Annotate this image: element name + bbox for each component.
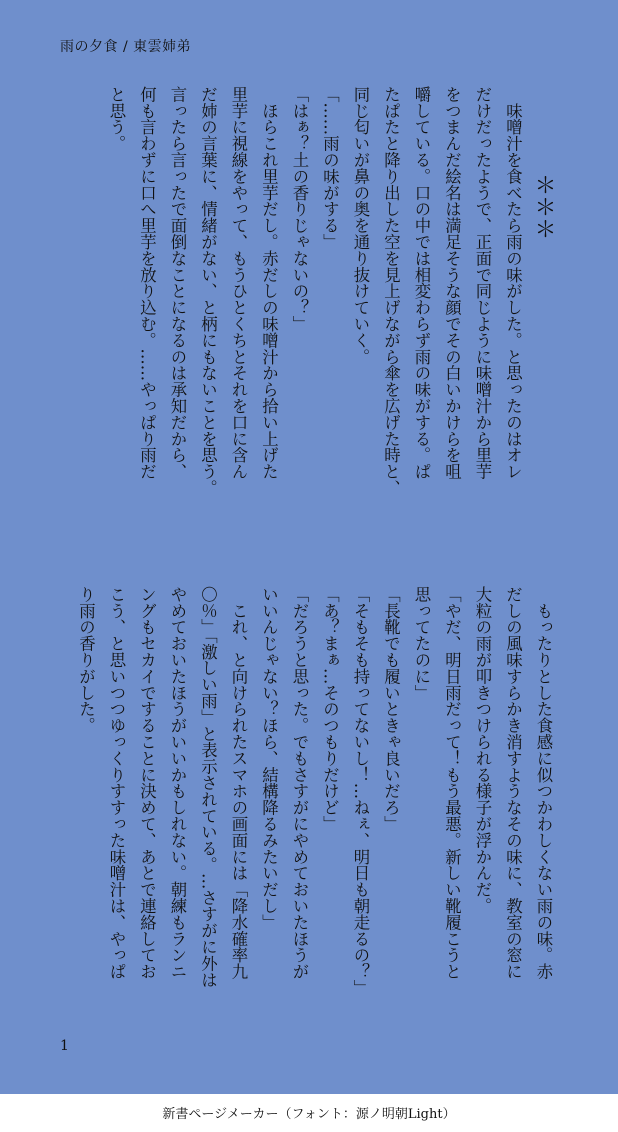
text-line: 「そもそも持ってないし！…ねぇ、明日も朝走るの？」: [351, 586, 370, 996]
text-line: ほらこれ里芋だし。赤だしの味噌汁から拾い上げた: [259, 86, 279, 480]
text-line: もったりとした食感に似つかわしくない雨の味。赤: [534, 586, 553, 980]
text-line: り雨の香りがした。: [76, 586, 96, 734]
text-line: 何も言わずに口へ里芋を放り込む。……やっぱり雨だ: [137, 86, 157, 480]
text-line: これ、と向けられたスマホの画面には「降水確率九: [229, 586, 248, 980]
page-number: 1: [60, 1038, 69, 1054]
text-line: こう、と思いつつゆっくりすすった味噌汁は、やっぱ: [107, 586, 126, 980]
text-line: いいんじゃない？ほら、結構降るみたいだし」: [259, 586, 279, 931]
lower-text-block: [70, 586, 558, 1026]
text-line: 思ってたのに」: [412, 586, 431, 701]
text-line: 「あ？まぁ…そのつもりだけど」: [320, 586, 340, 832]
text-line: 大粒の雨が叩きつけられる様子が浮かんだ。: [473, 586, 492, 914]
text-line: 「やだ、明日雨だって！もう最悪。新しい靴履こうと: [442, 586, 462, 980]
text-line: 「長靴でも履いときゃ良いだろ」: [381, 586, 401, 832]
footer-credit: 新書ページメーカー（フォント：源ノ明朝Light）: [162, 1107, 456, 1122]
text-line: たぱたと降り出した空を見上げながら傘を広げた時と、: [381, 86, 401, 496]
text-line: 嚼している。口の中では相変わらず雨の味がする。ぱ: [412, 86, 431, 480]
text-line: 「はぁ？土の香りじゃないの？」: [290, 86, 309, 332]
page-header-title: 雨の夕食 / 東雲姉弟: [60, 39, 192, 55]
upper-text-block: [101, 86, 559, 546]
text-line: やめておいたほうがいいかもしれない。朝練もランニ: [168, 586, 187, 980]
text-line: だ姉の言葉に、情緒がない、と柄にもないことを思う。: [198, 86, 218, 496]
text-line: をつまんだ絵名は満足そうな顔でその白いかけらを咀: [442, 86, 462, 480]
text-line: 「だろうと思った。でもさすがにやめておいたほうが: [290, 586, 309, 980]
text-line: だけだったようで、正面で同じように味噌汁から里芋: [473, 86, 492, 480]
text-line: だしの風味すらかき消すようなその味に、教室の窓に: [503, 586, 523, 980]
text-line: 〇％」「激しい雨」と表示されている。…さすがに外は: [198, 586, 218, 988]
text-line: 「……雨の味がする」: [320, 86, 340, 250]
text-line: 里芋に視線をやって、もうひとくちとそれを口に含ん: [229, 86, 248, 480]
text-line: 言ったら言ったで面倒なことになるのは承知だから、: [168, 86, 187, 480]
text-line: ングもセカイですることに決めて、あとで連絡してお: [137, 586, 157, 980]
text-line: 味噌汁を食べたら雨の味がした。と思ったのはオレ: [503, 86, 523, 480]
section-break-stars: ＊＊＊: [531, 86, 556, 240]
text-line: と思う。: [107, 86, 126, 152]
text-line: 同じ匂いが鼻の奥を通り抜けていく。: [351, 86, 370, 365]
